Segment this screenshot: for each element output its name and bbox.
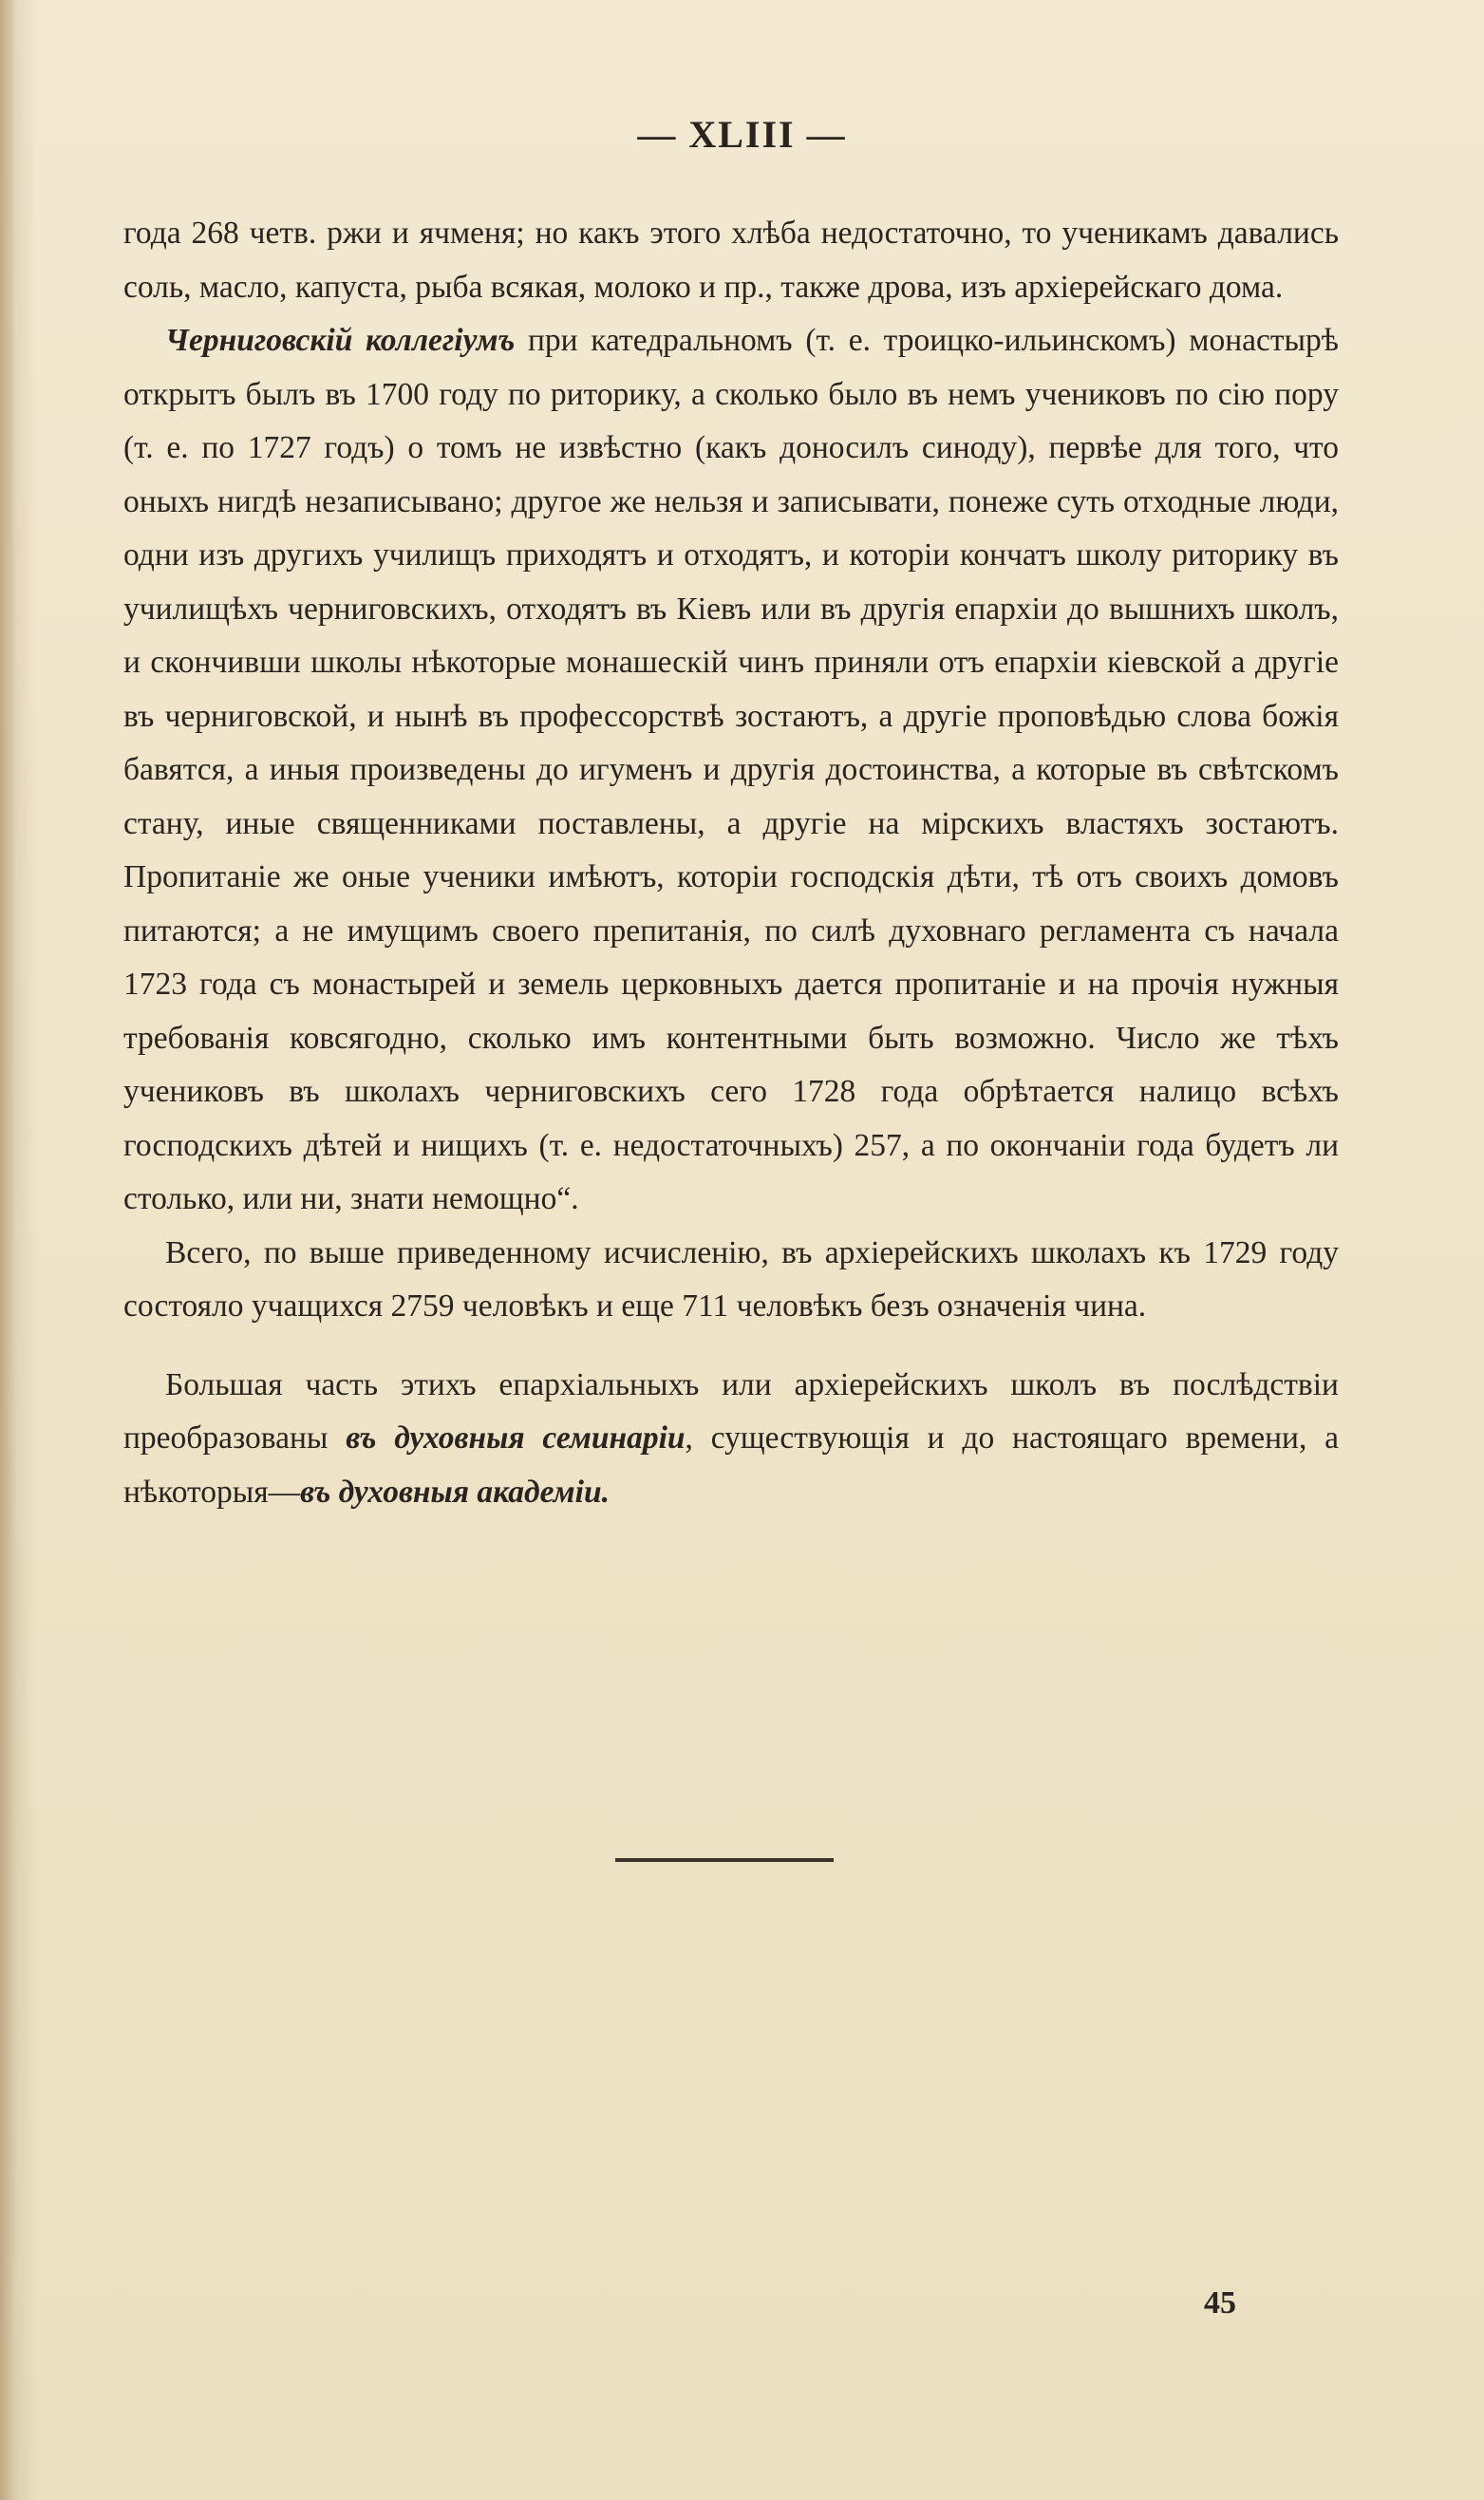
paragraph-4-text-b: , существующія и до настоящаго времени, а нѣкоторыя— [123, 1420, 1340, 1510]
paragraph-3-text: Всего, по выше приведенному исчисленію, въ архіерейскихъ школахъ къ 1729 году состояло учащихся 2759 человѣкъ и еще 711 человѣкъ безъ означенія чина. [123, 1234, 1339, 1324]
academies-emphasis: въ духовныя академіи. [300, 1474, 610, 1510]
paragraph-4 [123, 1359, 1339, 1520]
paragraph-1-text: года 268 четв. ржи и ячменя; но какъ этого хлѣба недостаточно, то ученикамъ давались соль, масло, капуста, рыба всякая, молоко и пр., также дрова, изъ архіерейскаго дома. [123, 216, 1339, 305]
section-end-rule [615, 1858, 834, 1862]
running-head: — XLIII — [637, 113, 847, 156]
paragraph-3 [123, 1227, 1339, 1334]
paragraph-4-text-a: Большая часть этихъ епархіальныхъ или архіерейскихъ школъ въ послѣдствіи преобразованы [123, 1366, 1339, 1456]
body-text [123, 207, 1339, 1519]
paragraph-2 [123, 314, 1339, 1227]
paragraph-1 [123, 207, 1339, 314]
seminaries-emphasis: въ духовныя семинаріи [346, 1420, 686, 1456]
paragraph-2-text: при катедральномъ (т. е. троицко-ильинскомъ) монастырѣ открытъ былъ въ 1700 году по риторику, а сколько было въ немъ учениковъ по сію пору (т. е. по 1727 годъ) о томъ не извѣстно (какъ доносилъ синоду), первѣе для того, что оныхъ нигдѣ незаписывано; другое же нельзя и записывати, понеже суть отходные люди, одни изъ другихъ училищъ приходятъ и отходятъ, и которіи кончатъ школу риторику въ училищѣхъ черниговскихъ, отходятъ въ Кіевъ или въ другія епархіи до вышнихъ школъ, и скончивши школы нѣкоторые монашескій чинъ приняли отъ епархіи кіевской а другіе въ черниговской, и нынѣ въ профессорствѣ зостаютъ, а другіе проповѣдью слова божія бавятся, а иныя произведены до игуменъ и другія достоинства, а которые въ свѣтскомъ стану, иные священниками поставлены, а другіе на мірскихъ властяхъ зостаютъ. Пропитаніе же оные ученики имѣютъ, которіи господскія дѣти, тѣ отъ своихъ домовъ питаются; а не имущимъ своего препитанія, по силѣ духовнаго регламента съ начала 1723 года съ монастырей и земель церковныхъ дается пропитаніе и на прочія нужныя требованія ковсягодно, сколько имъ контентными быть возможно. Число же тѣхъ учениковъ въ школахъ черниговскихъ сего 1728 года обрѣтается налицо всѣхъ господскихъ дѣтей и нищихъ (т. е. недостаточныхъ) 257, а по окончаніи года будетъ ли столько, или ни, знати немощно“. [123, 323, 1339, 1216]
chernigov-collegium-heading: Черниговскій коллегіумъ [165, 323, 516, 358]
page-number: 45 [1204, 2285, 1236, 2321]
binding-edge [0, 0, 13, 2500]
